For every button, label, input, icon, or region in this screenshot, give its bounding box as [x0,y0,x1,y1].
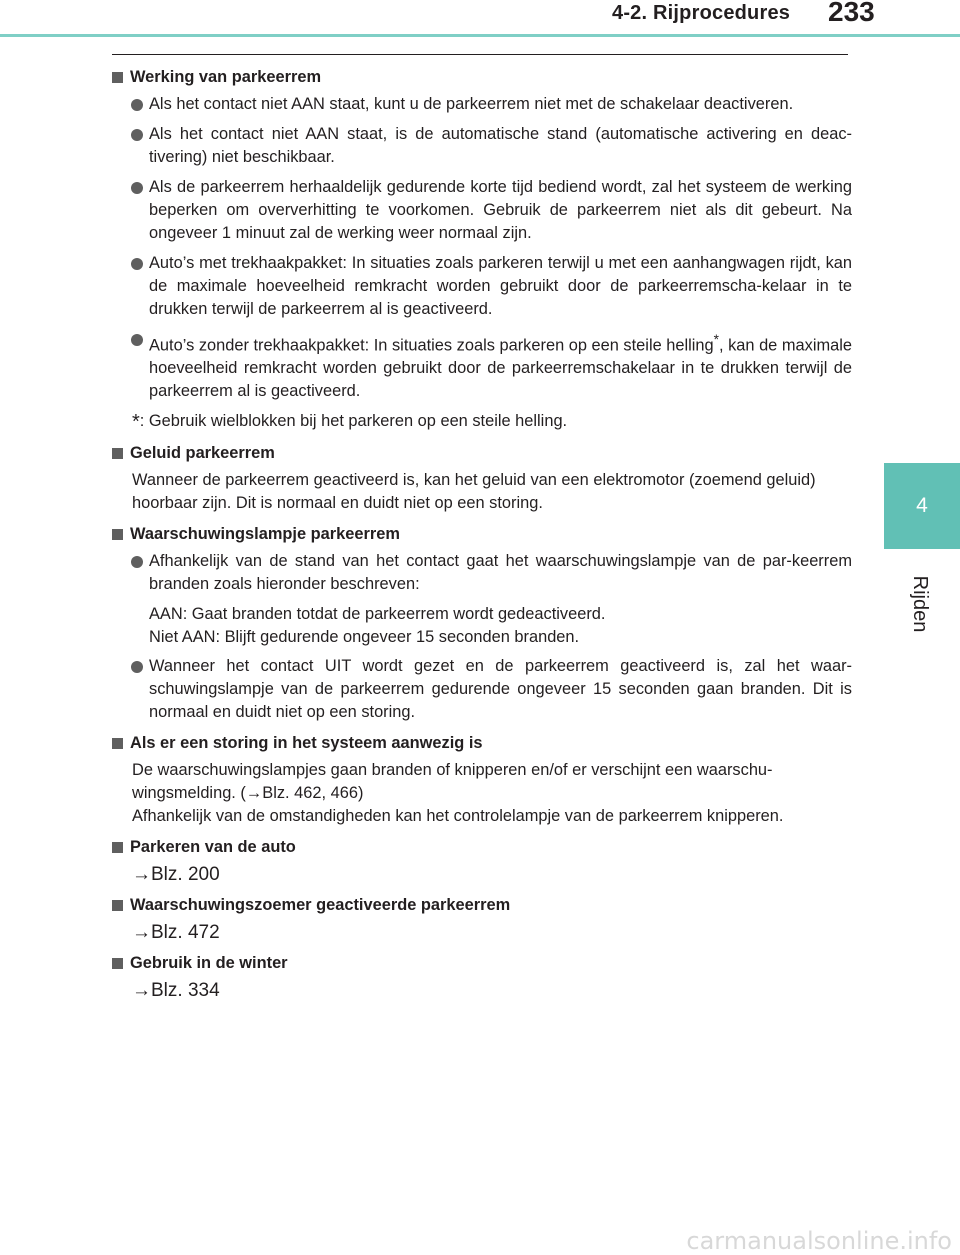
list-item [112,93,852,116]
section-heading [112,66,852,89]
list-item-text: Als de parkeerrem herhaaldelijk gedurende korte tijd bediend wordt, zal het systeem de werking beperken om oververhitting te voorkomen. Gebruik de parkeerrem niet als dit gebeurt. Na ongeveer 1 minuut zal de werking weer normaal zijn. [149,178,852,242]
chapter-side-label: Rijden [909,575,932,633]
page-reference-link[interactable]: →Blz. 334 [132,980,220,1002]
section-heading [112,894,852,917]
circle-bullet-icon [131,99,143,111]
status-aan-text: AAN: Gaat branden totdat de parkeerrem wordt gedeactiveerd. [149,605,606,624]
section-heading-text: Geluid parkeerrem [130,444,275,463]
list-item [112,176,852,245]
page-number: 233 [828,0,875,27]
footnote-star: * [132,411,140,434]
section-zoemer [112,894,852,944]
circle-bullet-icon [131,129,143,141]
section-heading-text: Werking van parkeerrem [130,68,322,86]
list-item [112,655,852,724]
section-heading [112,732,852,755]
list-item [112,550,852,596]
square-bullet-icon [112,900,123,911]
circle-bullet-icon [131,661,143,673]
section-heading [112,952,852,975]
status-aan [112,603,852,649]
square-bullet-icon [112,958,123,969]
square-bullet-icon [112,72,123,83]
list-item-text-part2: , kan de maximale hoeveelheid remkracht worden gebruikt door de parkeerremschakelaar in te drukken terwijl de parkeerrem al is geactiveerd. [149,336,852,401]
header-rule [0,34,960,37]
footnote-text: : Gebruik wielblokken bij het parkeren op een steile helling. [139,412,568,431]
status-niet-aan-text: Niet AAN: Blijft gedurende ongeveer 15 seconden branden. [149,628,580,647]
footnote [112,410,852,434]
circle-bullet-icon [131,182,143,194]
footnote-marker: * [713,332,719,347]
section-heading-text: Parkeren van de auto [130,838,296,857]
page-reference-link[interactable]: →Blz. 472 [132,922,220,944]
section-waarschuwingslampje [112,523,852,724]
square-bullet-icon [112,738,123,749]
list-item-text-part1: Auto’s zonder trekhaakpakket: In situaties zoals parkeren op een steile helling [149,336,714,355]
section-werking-parkeerrem [112,66,852,434]
list-item [112,123,852,169]
section-parkeren [112,836,852,886]
section-heading [112,836,852,859]
section-paragraph: De waarschuwingslampjes gaan branden of knipperen en/of er verschijnt een waarschu-wingsmelding. (→Blz. 462, 466) [132,761,773,803]
section-heading [112,523,852,546]
square-bullet-icon [112,529,123,540]
circle-bullet-icon [131,556,143,568]
section-heading-text: Waarschuwingslampje parkeerrem [130,525,400,544]
section-geluid-parkeerrem [112,442,852,515]
section-heading-text: Gebruik in de winter [130,954,288,973]
content-top-rule [112,54,848,55]
chapter-tab[interactable]: 4 [884,463,960,549]
main-content [112,66,852,1010]
list-item-text: Wanneer het contact UIT wordt gezet en de parkeerrem geactiveerd is, zal het waar-schuwingslampje van de parkeerrem gedurende ongeveer 15 seconden gaan branden. Dit is normaal en duidt niet op een storing. [149,657,852,722]
square-bullet-icon [112,448,123,459]
section-heading [112,442,852,465]
square-bullet-icon [112,842,123,853]
list-item-text: Afhankelijk van de stand van het contact gaat het waarschuwingslampje van de par-keerrem branden zoals hieronder beschreven: [149,552,852,594]
section-paragraph: Wanneer de parkeerrem geactiveerd is, kan het geluid van een elektromotor (zoemend geluid) hoorbaar zijn. Dit is normaal en duidt niet op een storing. [132,471,816,513]
list-item-text: Auto’s met trekhaakpakket: In situaties zoals parkeren terwijl u met een aanhangwagen rijdt, kan de maximale hoeveelheid remkracht worden gebruikt door de parkeerremscha-kelaar in te drukken terwijl de parkeerrem al is geactiveerd. [149,254,852,318]
section-heading-text: Als er een storing in het systeem aanwezig is [130,734,483,753]
list-item [112,328,852,403]
list-item-text: Als het contact niet AAN staat, is de automatische stand (automatische activering en deac-tivering) niet beschikbaar. [149,125,852,166]
circle-bullet-icon [131,334,143,346]
header-section-title: 4-2. Rijprocedures [612,2,791,24]
section-heading-text: Waarschuwingszoemer geactiveerde parkeerrem [130,896,511,915]
watermark: carmanualsonline.info [686,1227,952,1255]
section-storing [112,732,852,828]
list-item [112,252,852,321]
section-paragraph-2: Afhankelijk van de omstandigheden kan het controlelampje van de parkeerrem knipperen. [132,807,784,826]
list-item-text: Als het contact niet AAN staat, kunt u de parkeerrem niet met de schakelaar deactiveren. [149,95,794,113]
section-winter [112,952,852,1002]
circle-bullet-icon [131,258,143,270]
page-reference-link[interactable]: →Blz. 200 [132,864,220,886]
